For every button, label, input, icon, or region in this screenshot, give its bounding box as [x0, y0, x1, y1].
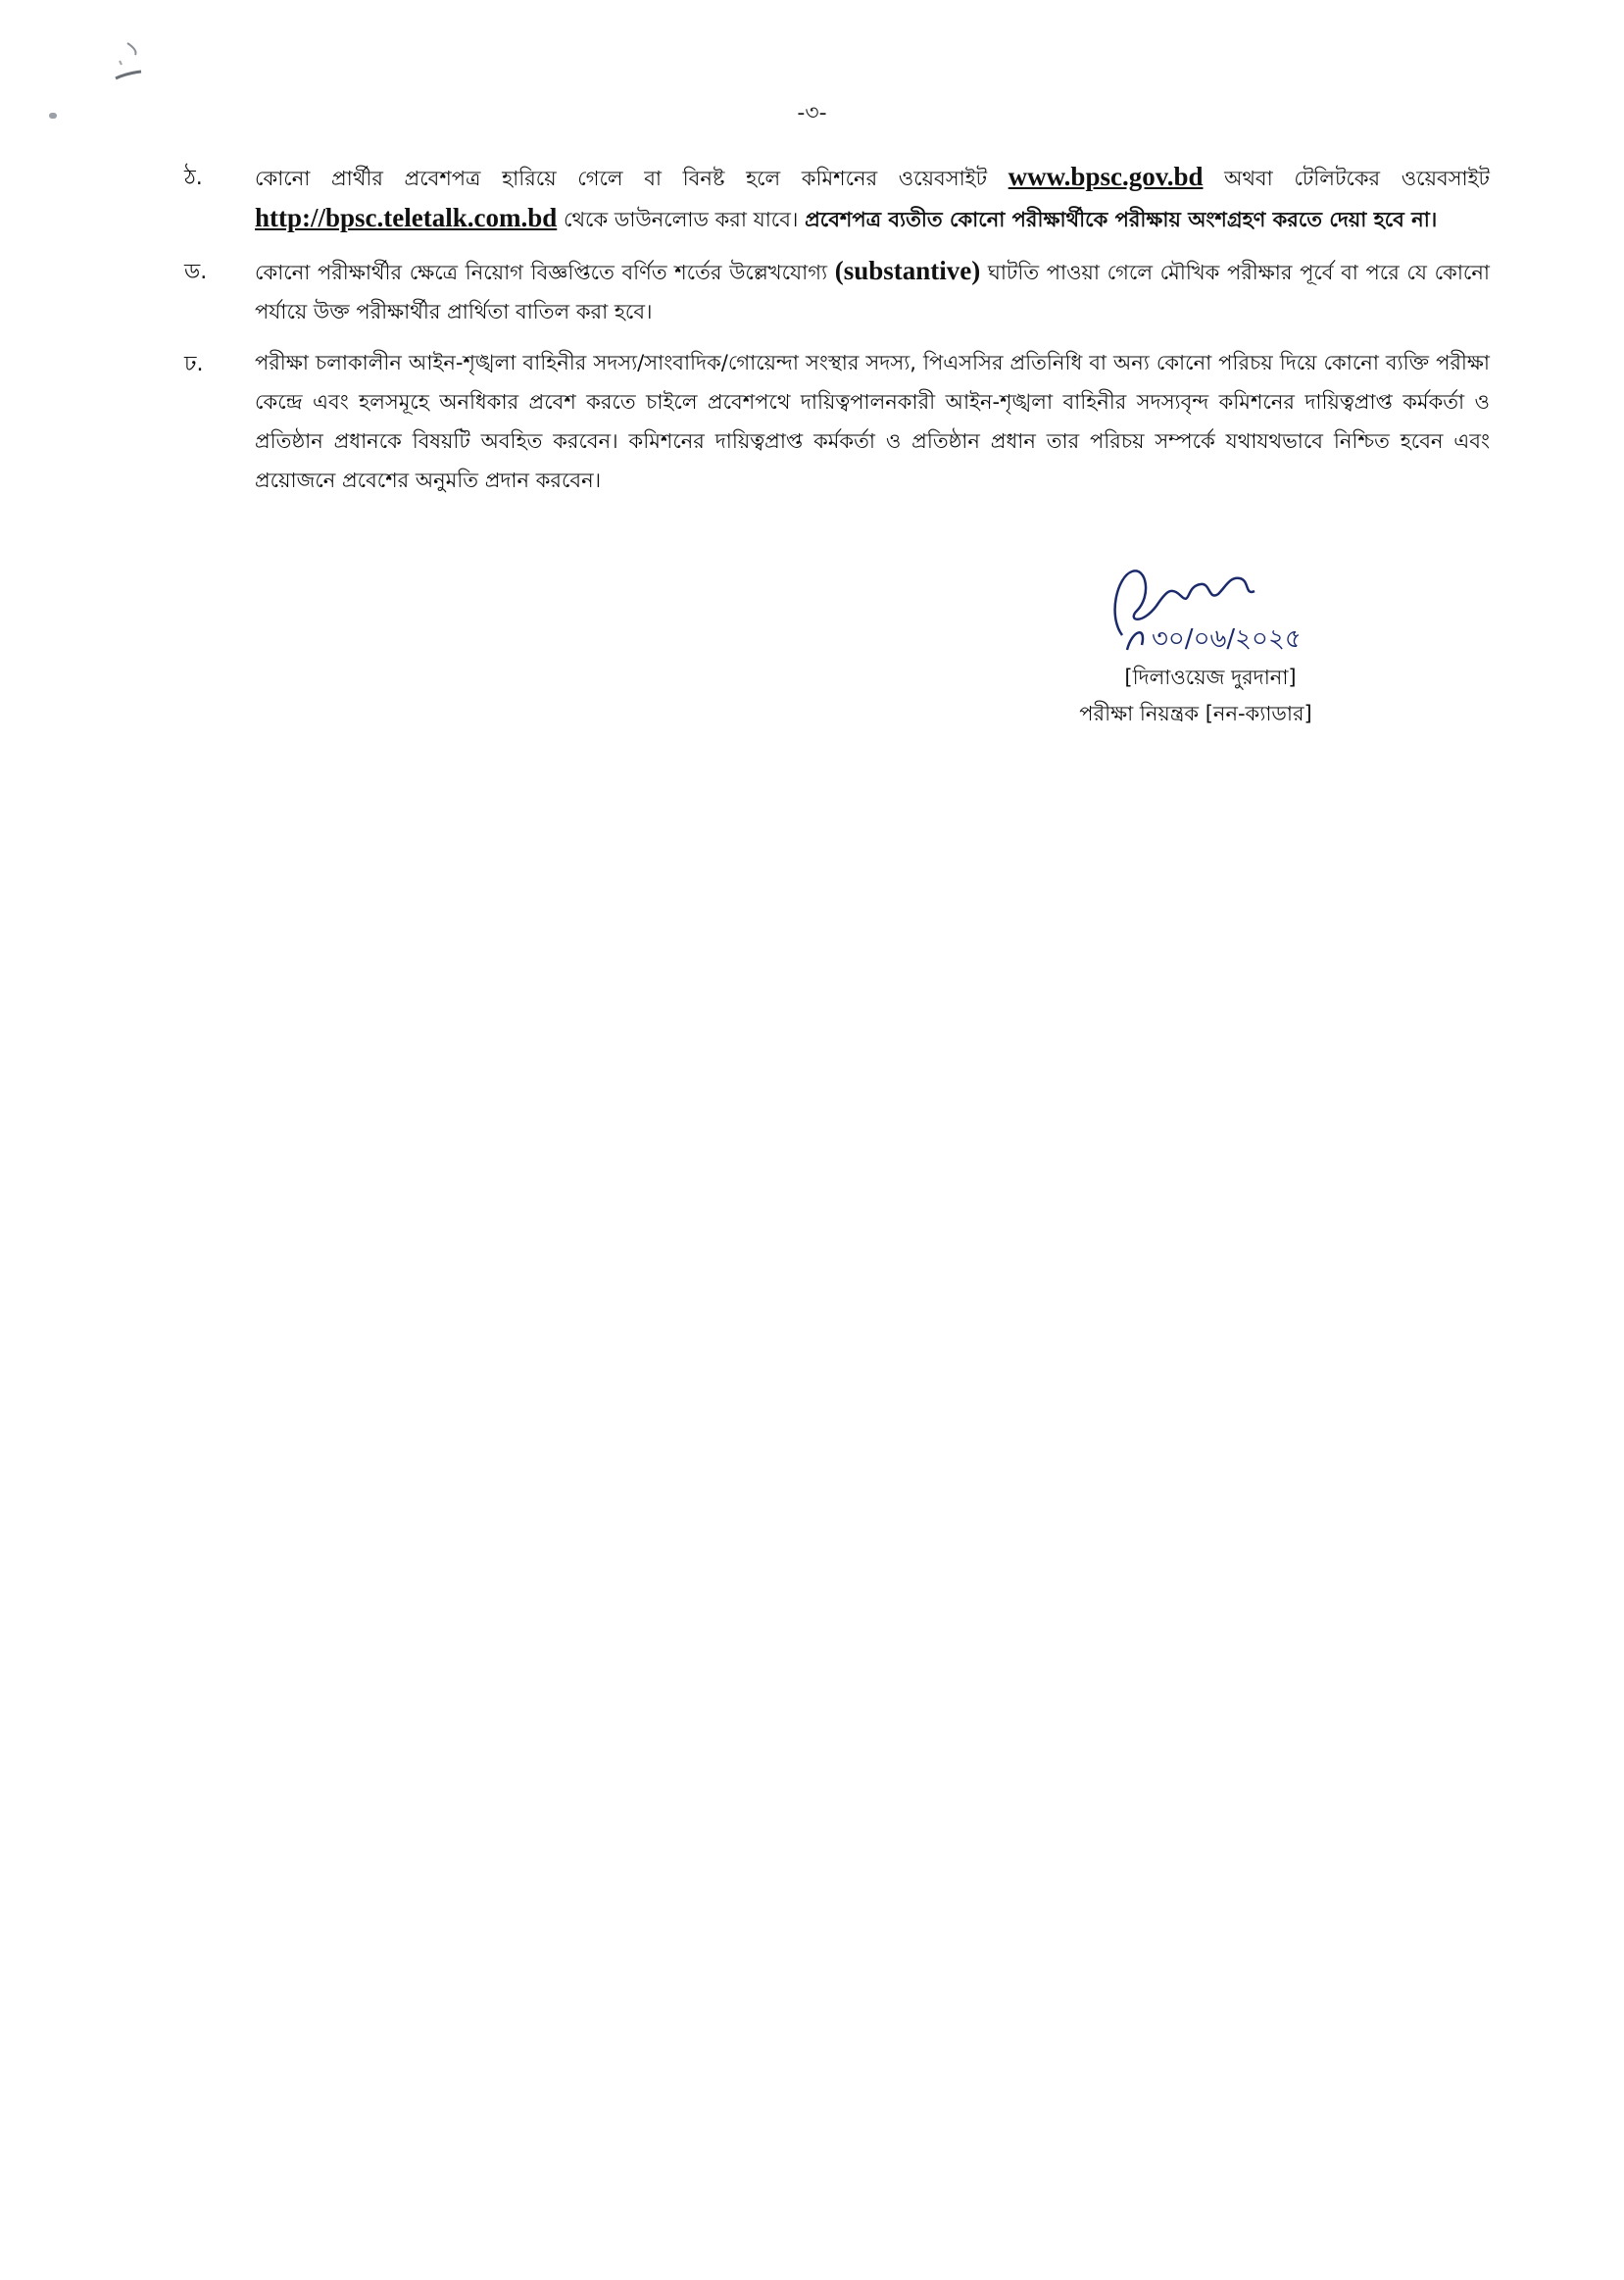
handwritten-date: ৩০/০৬/২০২৫: [1152, 624, 1302, 654]
list-item: [184, 251, 1490, 331]
item-text: পরীক্ষা চলাকালীন আইন-শৃঙ্খলা বাহিনীর সদস্য/সাংবাদিক/গোয়েন্দা সংস্থার সদস্য, পিএসসির প্রতিনিধি বা অন্য কোনো পরিচয় দিয়ে কোনো ব্যক্তি পরীক্ষা কেন্দ্রে এবং হলসমূহে অনধিকার প্রবেশ করতে চাইলে প্রবেশপথে দায়িত্বপালনকারী আইন-শৃঙ্খলা বাহিনীর সদস্যবৃন্দ কমিশনের দায়িত্বপ্রাপ্ত কর্মকর্তা ও প্রতিষ্ঠান প্রধানকে বিষয়টি অবহিত করবেন। কমিশনের দায়িত্বপ্রাপ্ত কর্মকর্তা ও প্রতিষ্ঠান প্রধান তার পরিচয় সম্পর্কে যথাযথভাবে নিশ্চিত হবেন এবং প্রয়োজনে প্রবেশের অনুমতি প্রদান করবেন।: [255, 351, 1490, 492]
bpsc-website-link[interactable]: www.bpsc.gov.bd: [1008, 162, 1204, 191]
list-item: [184, 343, 1490, 500]
item-text: [255, 251, 1490, 331]
item-marker: ঠ.: [184, 166, 203, 190]
item-text-part: থেকে ডাউনলোড করা যাবে।: [557, 208, 806, 231]
item-text-part: অথবা টেলিটকের ওয়েবসাইট: [1203, 167, 1490, 190]
english-term: (substantive): [834, 256, 981, 285]
scan-artifact-icon: [106, 39, 145, 88]
item-marker: ঢ.: [184, 352, 204, 376]
item-text-part: ঘাটতি পাওয়া গেলে মৌখিক পরীক্ষার পূর্বে বা পরে যে কোনো পর্যায়ে উক্ত পরীক্ষার্থীর প্রার্থিতা বাতিল করা হবে।: [255, 261, 1490, 323]
signature-image: [1103, 557, 1426, 665]
instruction-list: [184, 157, 1490, 512]
item-bold-text: প্রবেশপত্র ব্যতীত কোনো পরীক্ষার্থীকে পরীক্ষায় অংশগ্রহণ করতে দেয়া হবে না।: [805, 208, 1438, 231]
item-text-part: কোনো পরীক্ষার্থীর ক্ষেত্রে নিয়োগ বিজ্ঞপ্তিতে বর্ণিত শর্তের উল্লেখযোগ্য: [255, 261, 835, 284]
item-text: [255, 157, 1490, 239]
signer-title: পরীক্ষা নিয়ন্ত্রক [নন-ক্যাডার]: [1079, 702, 1312, 725]
page-number: -৩-: [797, 101, 827, 125]
signer-name: [দিলাওয়েজ দুরদানা]: [1124, 666, 1297, 689]
teletalk-website-link[interactable]: http://bpsc.teletalk.com.bd: [255, 203, 558, 232]
item-marker: ড.: [184, 260, 208, 284]
list-item: [184, 157, 1490, 239]
item-text-part: কোনো প্রার্থীর প্রবেশপত্র হারিয়ে গেলে বা বিনষ্ট হলে কমিশনের ওয়েবসাইট: [255, 167, 1009, 190]
